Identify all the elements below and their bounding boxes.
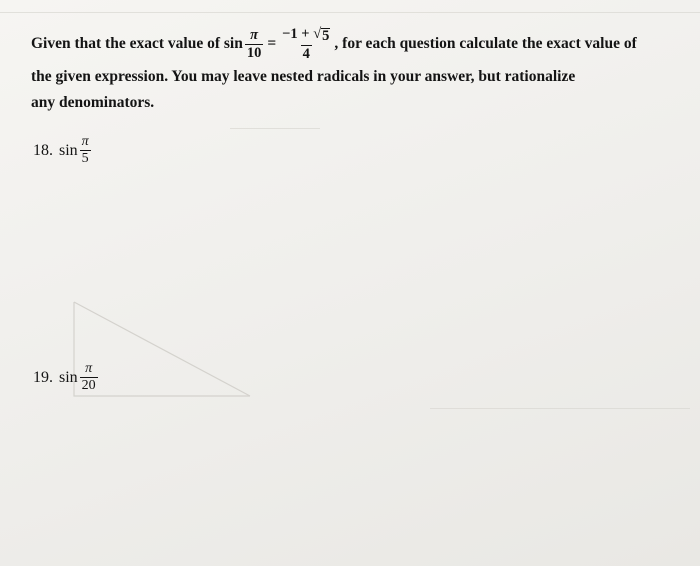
bleed-through-line [230,128,320,129]
square-root [313,27,330,44]
function-name: sin [59,141,78,159]
angle-fraction [80,135,91,166]
fraction-denominator: 4 [302,45,310,62]
numerator-prefix: −1 + [282,26,310,42]
radical-sign: √ [313,26,322,42]
instructions [31,24,691,116]
question-number: 18. [33,141,53,159]
instructions-text-start: Given that the exact value of sin [31,35,243,52]
bleed-through-line [0,12,700,13]
fraction-denominator: 20 [81,378,96,393]
angle-fraction [80,362,98,393]
fraction-denominator: 10 [246,44,262,61]
radicand: 5 [322,28,330,44]
question-19 [33,362,100,393]
fraction-numerator [280,27,332,45]
fraction-numerator: π [81,134,89,149]
question-18 [33,135,93,166]
exact-value-fraction [280,27,332,61]
fraction-numerator: π [250,27,259,43]
equals-sign: = [267,35,277,52]
bleed-through-line [430,408,690,409]
pi-over-10-fraction [245,28,264,60]
function-name: sin [59,368,78,386]
fraction-numerator: π [85,361,93,376]
fraction-denominator: 5 [81,151,89,166]
instructions-text-end: , for each question calculate the exact value of [334,35,637,52]
question-number: 19. [33,368,53,386]
instructions-line-3: any denominators. [31,94,155,111]
instructions-line-2: the given expression. You may leave nested radicals in your answer, but rationalize [31,68,576,85]
